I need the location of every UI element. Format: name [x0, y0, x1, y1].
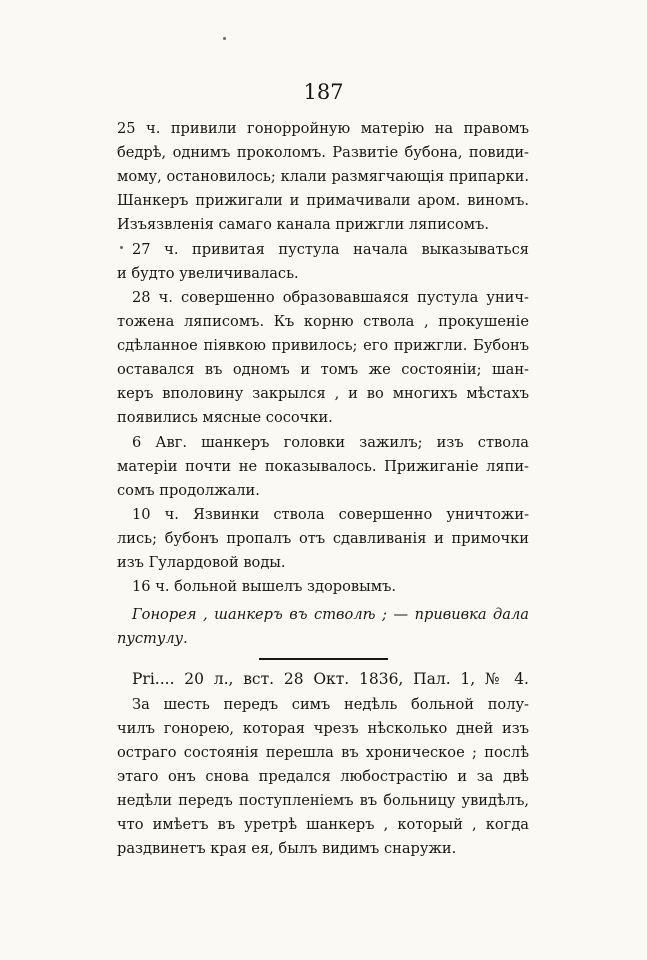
- section-divider: [259, 658, 388, 660]
- text-line: 6 Авг. шанкеръ головки зажилъ; изъ ствола: [132, 434, 529, 451]
- text-line: бедрѣ, однимъ проколомъ. Развитіе бубона, повиди-: [117, 144, 529, 161]
- paper-speck: [120, 246, 123, 249]
- text-line: За шесть передъ симъ недѣль больной полу-: [132, 696, 529, 713]
- case-header: Pri.... 20 л., вст. 28 Окт. 1836, Пал. 1, № 4.: [132, 670, 529, 688]
- page-number: 187: [303, 80, 344, 104]
- text-line: изъ Гулардовой воды.: [117, 554, 286, 571]
- text-line: тожена ляписомъ. Къ корню ствола , прокушеніе: [117, 313, 529, 330]
- text-line: раздвинетъ края ея, былъ видимъ снаружи.: [117, 840, 457, 857]
- paper-speck: [223, 37, 226, 40]
- text-line: появились мясные сосочки.: [117, 409, 333, 426]
- text-line: 10 ч. Язвинки ствола совершенно уничтожи-: [132, 506, 529, 523]
- text-line: 27 ч. привитая пустула начала выказываться: [132, 241, 529, 258]
- text-line: 28 ч. совершенно образовавшаяся пустула унич-: [132, 289, 529, 306]
- text-line: керъ вполовину закрылся , и во многихъ мѣстахъ: [117, 385, 529, 402]
- text-line: оставался въ одномъ и томъ же состояніи; шан-: [117, 361, 529, 378]
- text-line: сдѣланное піявкою привилось; его прижгли. Бубонъ: [117, 337, 529, 354]
- italic-summary-line: Гонорея , шанкеръ въ стволѣ ; — прививка дала: [132, 606, 529, 623]
- text-line: 16 ч. больной вышелъ здоровымъ.: [132, 578, 396, 595]
- text-line: чилъ гонорею, которая чрезъ нѣсколько дней изъ: [117, 720, 529, 737]
- text-line: матеріи почти не показывалось. Прижиганіе ляпи-: [117, 458, 529, 475]
- text-line: 25 ч. привили гонорройную матерію на правомъ: [117, 120, 529, 137]
- text-line: лись; бубонъ пропалъ отъ сдавливанія и примочки: [117, 530, 529, 547]
- text-line: мому, остановилось; клали размягчающія припарки.: [117, 168, 529, 185]
- text-line: недѣли передъ поступленіемъ въ больницу увидѣлъ,: [117, 792, 529, 809]
- text-line: и будто увеличивалась.: [117, 265, 299, 282]
- text-line: остраго состоянія перешла въ хроническое ; послѣ: [117, 744, 529, 761]
- text-line: Шанкеръ прижигали и примачивали аром. виномъ.: [117, 192, 529, 209]
- italic-summary-line: пустулу.: [117, 630, 188, 647]
- text-line: этаго онъ снова предался любострастію и за двѣ: [117, 768, 529, 785]
- text-line: сомъ продолжали.: [117, 482, 260, 499]
- text-line: Изъязвленія самаго канала прижгли ляписомъ.: [117, 216, 490, 233]
- text-line: что имѣетъ въ урeтрѣ шанкеръ , который , когда: [117, 816, 529, 833]
